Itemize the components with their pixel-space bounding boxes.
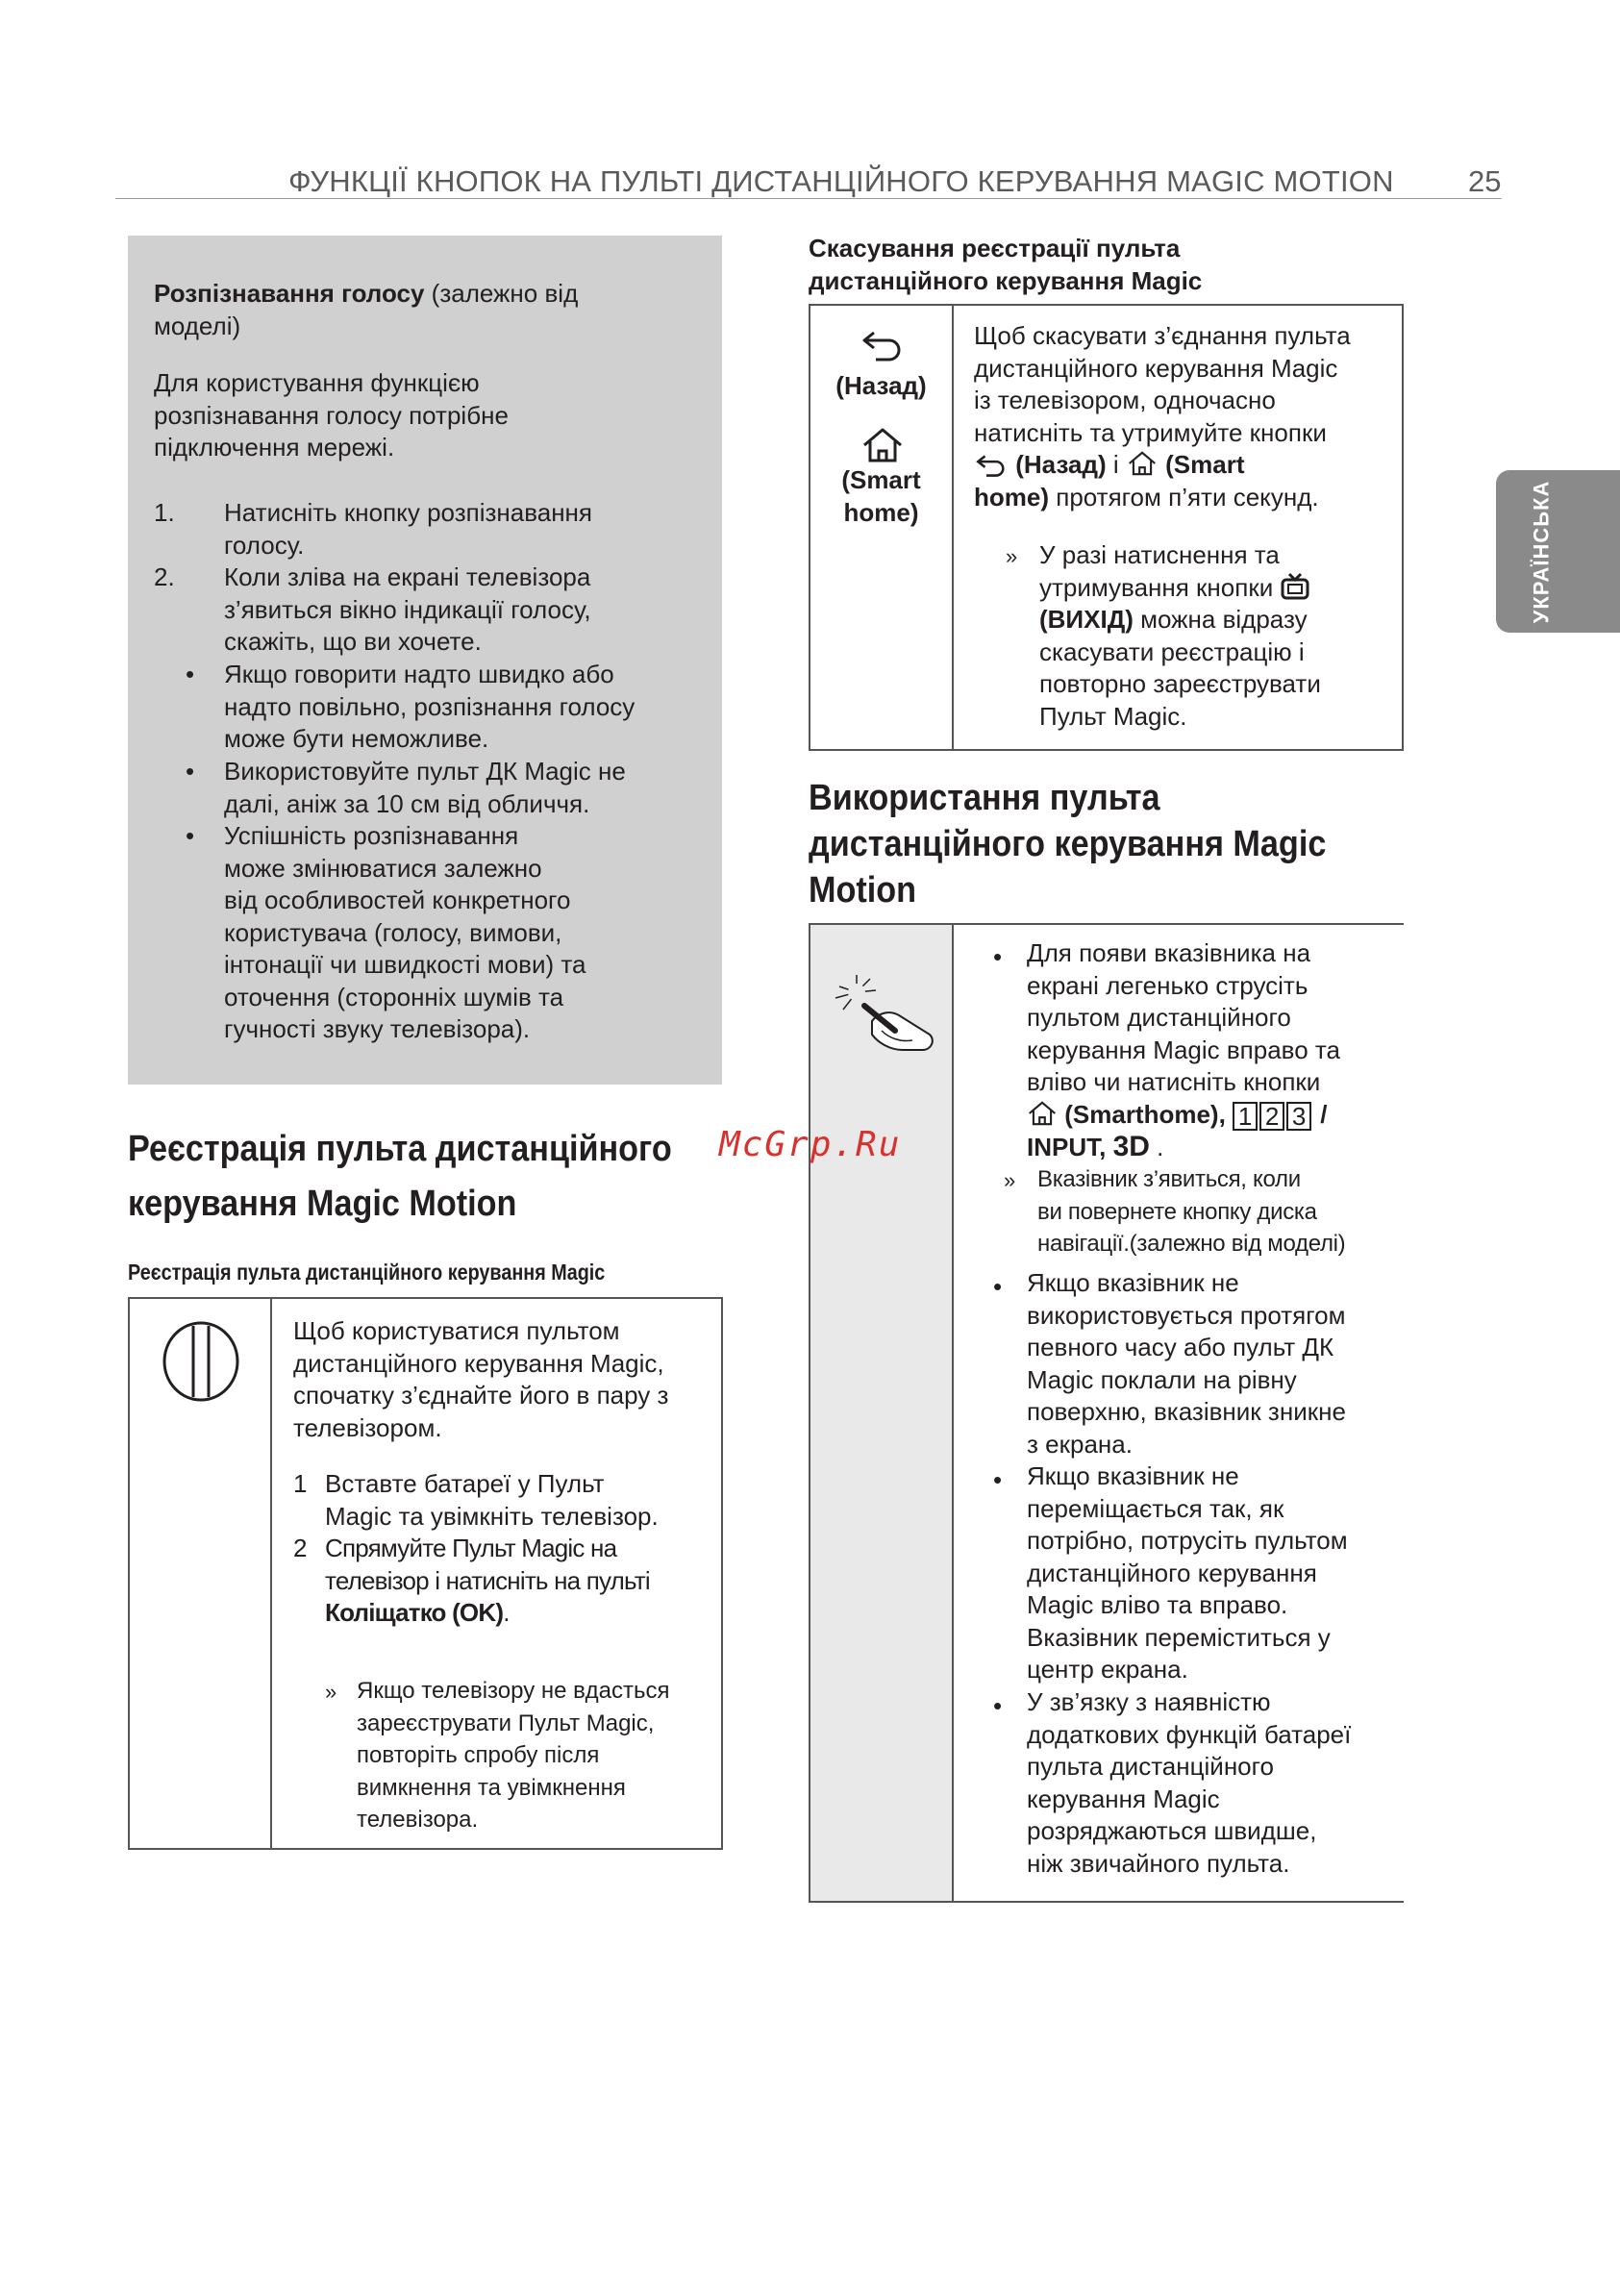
bullet-mark: • — [186, 821, 195, 850]
step-text: Спрямуйте Пульт Magic на телевізор і натисніть на пульті Коліщатко (OK). — [325, 1534, 650, 1627]
step-text: Натисніть кнопку розпізнавання голосу. — [224, 498, 592, 560]
step-number: 2. — [154, 562, 175, 591]
smart-home-icon — [861, 426, 904, 464]
using-heading: Використання пульта дистанційного керування Magic Motion — [809, 778, 1327, 911]
bullet-mark: • — [993, 1272, 1003, 1301]
note-mark: » — [1004, 1168, 1016, 1192]
ok-wheel-icon — [161, 1320, 241, 1403]
back-icon — [860, 327, 905, 362]
cancel-note: У разі натиснення та утримування кнопки (ВИХІД) можна відразу скасувати реєстрацію і повторно зареєструвати Пульт Magic. — [1039, 540, 1321, 731]
bullet-text: Успішність розпізнавання може змінюватися залежно від особливостей конкретного користувача (голосу, вимови, інтонації чи швидкості мови) та оточення (сторонніх шумів та гучності звуку телевізора). — [224, 821, 586, 1043]
bullet-mark: • — [186, 660, 195, 688]
bullet-mark: • — [993, 1691, 1003, 1720]
back-icon — [974, 452, 1009, 477]
voice-recognition-box — [128, 236, 722, 1085]
bullet-mark: • — [993, 1465, 1003, 1494]
bullet-mark: • — [993, 942, 1003, 971]
voice-title: Розпізнавання голосу (залежно від моделі) — [154, 279, 579, 340]
step-number: 1 — [293, 1469, 308, 1498]
using-bullet-2: Якщо вказівник не використовується протягом певного часу або пульт ДК Magic поклали на рівну поверхню, вказівник зникне з екрана. — [1027, 1268, 1346, 1459]
using-note: Вказівник з’явиться, коли ви повернете кнопку диска навігації.(залежно від моделі) — [1037, 1166, 1346, 1257]
language-tab-label: УКРАЇНСЬКА — [1529, 480, 1553, 623]
using-bullet-1: Для появи вказівника на екрані легенько струсіть пультом дистанційного керування Magic вправо та вліво чи натисніть кнопки (Smarthome), 1 2 3 / INPUT, 3D . — [1027, 938, 1340, 1162]
running-header-title: ФУНКЦІЇ КНОПОК НА ПУЛЬТІ ДИСТАНЦІЙНОГО КЕРУВАННЯ MAGIC MOTION — [288, 164, 1394, 198]
bullet-text: Використовуйте пульт ДК Magic не далі, аніж за 10 см від обличчя. — [224, 757, 626, 818]
note-mark: » — [325, 1680, 337, 1704]
registration-subheading: Реєстрація пульта дистанційного керування Magic — [128, 1260, 606, 1285]
smart-home-icon — [1126, 450, 1159, 477]
step-number: 1. — [154, 498, 175, 527]
number-button-1: 1 — [1233, 1102, 1258, 1131]
motion-remote-icon — [822, 954, 939, 1060]
number-button-2: 2 — [1259, 1102, 1284, 1131]
number-button-3: 3 — [1286, 1102, 1311, 1131]
header-divider — [115, 198, 1502, 199]
registration-intro: Щоб користуватися пультом дистанційного керування Magic, спочатку з’єднайте його в пару з телевізором. — [293, 1316, 669, 1442]
cancel-text: Щоб скасувати з’єднання пульта дистанційного керування Magic із телевізором, одночасно натисніть та утримуйте кнопки (Назад) і (Smart home) протягом п’яти секунд. — [974, 321, 1351, 512]
bullet-text: Якщо говорити надто швидко або надто повільно, розпізнання голосу може бути неможливе. — [224, 660, 636, 753]
voice-intro: Для користування функцією розпізнавання голосу потрібне підключення мережі. — [154, 368, 509, 462]
note-mark: » — [1006, 544, 1018, 568]
step-number: 2 — [293, 1534, 308, 1562]
cancel-table — [809, 304, 1404, 751]
watermark: McGrp.Ru — [719, 1125, 902, 1164]
registration-heading: Реєстрація пульта дистанційного керування Magic Motion — [128, 1129, 672, 1224]
using-bullet-3: Якщо вказівник не переміщається так, як потрібно, потрусіть пультом дистанційного керування Magic вліво та вправо. Вказівник переміститься у центр екрана. — [1027, 1461, 1348, 1684]
registration-note: Якщо телевізору не вдасться зареєструвати Пульт Magic, повторіть спробу після вимкнення та увімкнення телевізора. — [357, 1678, 670, 1833]
step-text: Вставте батареї у Пульт Magic та увімкніть телевізор. — [325, 1469, 659, 1531]
language-tab — [1496, 470, 1620, 633]
smart-home-label: (Smart home) — [841, 465, 921, 527]
3d-icon: 3D — [1112, 1131, 1150, 1162]
registration-table — [128, 1297, 723, 1850]
smart-home-icon — [1027, 1100, 1058, 1127]
bullet-mark: • — [186, 757, 195, 786]
using-bullet-4: У зв’язку з наявністю додаткових функцій батареї пульта дистанційного керування Magic розряджаються швидше, ніж звичайного пульта. — [1027, 1687, 1352, 1878]
back-label: (Назад) — [835, 371, 927, 400]
page-number: 25 — [1468, 164, 1502, 198]
using-table — [809, 923, 1404, 1903]
cancel-heading: Скасування реєстрації пульта дистанційного керування Magic — [809, 234, 1203, 295]
step-text: Коли зліва на екрані телевізора з’явиться вікно індикації голосу, скажіть, що ви хочете. — [224, 562, 591, 656]
exit-icon — [1280, 572, 1310, 601]
